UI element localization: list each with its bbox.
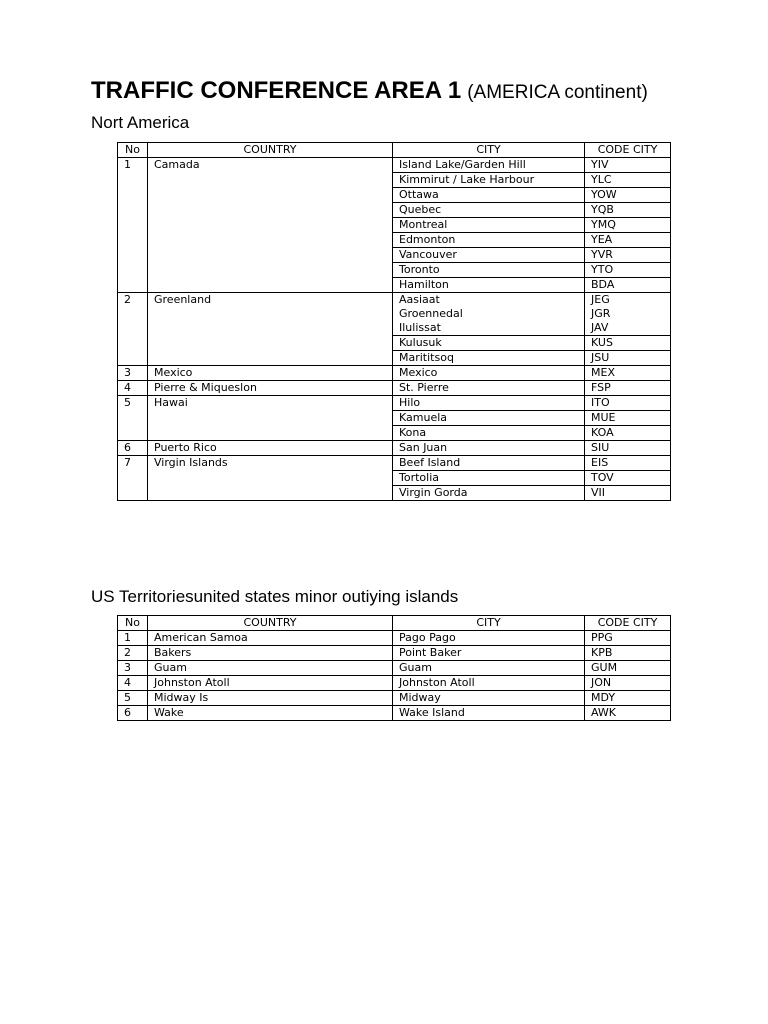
city-code <box>585 426 671 441</box>
city-name <box>393 233 585 248</box>
city-code <box>585 278 671 293</box>
country-name: Puerto Rico <box>148 441 393 456</box>
title-subtitle: (AMERICA continent) <box>467 82 648 103</box>
city-code <box>585 158 671 173</box>
city-code <box>585 233 671 248</box>
city-name: Pago Pago <box>393 631 585 646</box>
city-name-line: Aasiaat <box>399 293 440 306</box>
city-code-line: YVR <box>591 248 613 261</box>
city-code-line: SIU <box>591 441 610 454</box>
city-name <box>393 218 585 233</box>
title-main: TRAFFIC CONFERENCE AREA 1 <box>91 77 462 104</box>
city-code <box>585 441 671 456</box>
city-name <box>393 411 585 426</box>
city-code-line: JAV <box>591 321 609 334</box>
city-code <box>585 188 671 203</box>
section-heading-north-america: Nort America <box>91 113 190 132</box>
table-row <box>118 366 671 381</box>
table-row <box>118 646 671 661</box>
city-code-line: YOW <box>591 188 617 201</box>
table-row <box>118 676 671 691</box>
row-number: 5 <box>118 691 148 706</box>
city-code <box>585 351 671 366</box>
city-name <box>393 263 585 278</box>
table-row <box>118 706 671 721</box>
city-name <box>393 456 585 471</box>
city-code <box>585 396 671 411</box>
city-code-line: BDA <box>591 278 615 291</box>
table-header-row <box>118 143 671 158</box>
city-code: KPB <box>585 646 671 661</box>
city-code <box>585 203 671 218</box>
header-country: COUNTRY <box>148 143 393 158</box>
city-name: Point Baker <box>393 646 585 661</box>
city-code-line: MEX <box>591 366 615 379</box>
table-row <box>118 631 671 646</box>
city-code-line: YEA <box>591 233 613 246</box>
country-name: Guam <box>148 661 393 676</box>
city-name <box>393 351 585 366</box>
city-name-line: Montreal <box>399 218 448 231</box>
header-city: CITY <box>393 143 585 158</box>
row-number: 1 <box>118 158 148 293</box>
table-row <box>118 456 671 471</box>
city-name <box>393 471 585 486</box>
city-name <box>393 366 585 381</box>
city-name-line: Hamilton <box>399 278 449 291</box>
city-code-line: YLC <box>591 173 612 186</box>
city-name-line: Beef Island <box>399 456 461 469</box>
city-name-line: San Juan <box>399 441 448 454</box>
city-name <box>393 441 585 456</box>
row-number: 2 <box>118 646 148 661</box>
city-code <box>585 381 671 396</box>
city-name-line: Kamuela <box>399 411 448 424</box>
city-name <box>393 486 585 501</box>
city-name-line: Edmonton <box>399 233 456 246</box>
city-name <box>393 173 585 188</box>
row-number: 6 <box>118 441 148 456</box>
row-number: 4 <box>118 381 148 396</box>
header-code-city: CODE CITY <box>585 616 671 631</box>
table-row <box>118 293 671 336</box>
city-code: MDY <box>585 691 671 706</box>
country-name: Hawai <box>148 396 393 441</box>
city-name <box>393 381 585 396</box>
north-america-table <box>117 142 671 501</box>
country-name: Pierre & Miqueslon <box>148 381 393 396</box>
city-code <box>585 173 671 188</box>
city-name <box>393 293 585 336</box>
city-name-line: Toronto <box>399 263 440 276</box>
city-name <box>393 188 585 203</box>
header-no: No <box>118 616 148 631</box>
city-code <box>585 336 671 351</box>
city-code-line: EIS <box>591 456 609 469</box>
city-name-line: Island Lake/Garden Hill <box>399 158 526 171</box>
city-code: JON <box>585 676 671 691</box>
row-number: 7 <box>118 456 148 501</box>
city-code-line: YIV <box>591 158 609 171</box>
header-no: No <box>118 143 148 158</box>
city-name <box>393 426 585 441</box>
section-heading-us-territories: US Territoriesunited states minor outiying islands <box>91 587 459 606</box>
city-code <box>585 263 671 278</box>
table-row <box>118 661 671 676</box>
header-code-city: CODE CITY <box>585 143 671 158</box>
city-name-line: Vancouver <box>399 248 457 261</box>
city-name-line: Kona <box>399 426 427 439</box>
country-name: Camada <box>148 158 393 293</box>
city-name-line: Ottawa <box>399 188 439 201</box>
city-name-line: Quebec <box>399 203 442 216</box>
city-code-line: KUS <box>591 336 613 349</box>
row-number: 2 <box>118 293 148 366</box>
city-name-line: Marititsoq <box>399 351 454 364</box>
table-row <box>118 381 671 396</box>
row-number: 3 <box>118 661 148 676</box>
document-title <box>91 77 648 105</box>
row-number: 4 <box>118 676 148 691</box>
country-name: Bakers <box>148 646 393 661</box>
row-number: 5 <box>118 396 148 441</box>
table-header-row <box>118 616 671 631</box>
city-name-line: Kulusuk <box>399 336 442 349</box>
city-name-line: Mexico <box>399 366 438 379</box>
country-name: American Samoa <box>148 631 393 646</box>
country-name: Mexico <box>148 366 393 381</box>
city-name <box>393 336 585 351</box>
city-name <box>393 396 585 411</box>
table-row <box>118 441 671 456</box>
city-code <box>585 486 671 501</box>
city-code-line: MUE <box>591 411 616 424</box>
city-name <box>393 248 585 263</box>
row-number: 3 <box>118 366 148 381</box>
city-code <box>585 456 671 471</box>
city-code <box>585 471 671 486</box>
city-code-line: TOV <box>591 471 614 484</box>
city-code-line: ITO <box>591 396 610 409</box>
table-row <box>118 396 671 411</box>
country-name: Greenland <box>148 293 393 366</box>
city-code-line: YTO <box>591 263 614 276</box>
country-name: Johnston Atoll <box>148 676 393 691</box>
city-code <box>585 411 671 426</box>
city-name-line: St. Pierre <box>399 381 449 394</box>
city-name <box>393 203 585 218</box>
city-name <box>393 278 585 293</box>
us-territories-table <box>117 615 671 721</box>
city-name <box>393 158 585 173</box>
city-code: AWK <box>585 706 671 721</box>
city-code-line: KOA <box>591 426 614 439</box>
city-code: PPG <box>585 631 671 646</box>
table-row <box>118 691 671 706</box>
country-name: Midway Is <box>148 691 393 706</box>
city-name: Guam <box>393 661 585 676</box>
city-name-line: Tortolia <box>399 471 439 484</box>
city-name-line: Hilo <box>399 396 421 409</box>
city-code: GUM <box>585 661 671 676</box>
city-name-line: Ilulissat <box>399 321 441 334</box>
city-name-line: Kimmirut / Lake Harbour <box>399 173 535 186</box>
row-number: 1 <box>118 631 148 646</box>
city-code <box>585 293 671 336</box>
country-name: Virgin Islands <box>148 456 393 501</box>
city-name: Midway <box>393 691 585 706</box>
row-number: 6 <box>118 706 148 721</box>
city-code-line: VII <box>591 486 606 499</box>
city-code-line: JEG <box>591 293 610 306</box>
city-name-line: Groennedal <box>399 307 463 320</box>
header-country: COUNTRY <box>148 616 393 631</box>
city-name: Wake Island <box>393 706 585 721</box>
city-code <box>585 366 671 381</box>
city-code <box>585 248 671 263</box>
city-name: Johnston Atoll <box>393 676 585 691</box>
city-code-line: YMQ <box>591 218 616 231</box>
city-code <box>585 218 671 233</box>
header-city: CITY <box>393 616 585 631</box>
city-code-line: YQB <box>591 203 614 216</box>
city-code-line: JGR <box>591 307 611 320</box>
city-code-line: FSP <box>591 381 611 394</box>
country-name: Wake <box>148 706 393 721</box>
city-code-line: JSU <box>591 351 610 364</box>
table-row <box>118 158 671 173</box>
city-name-line: Virgin Gorda <box>399 486 468 499</box>
